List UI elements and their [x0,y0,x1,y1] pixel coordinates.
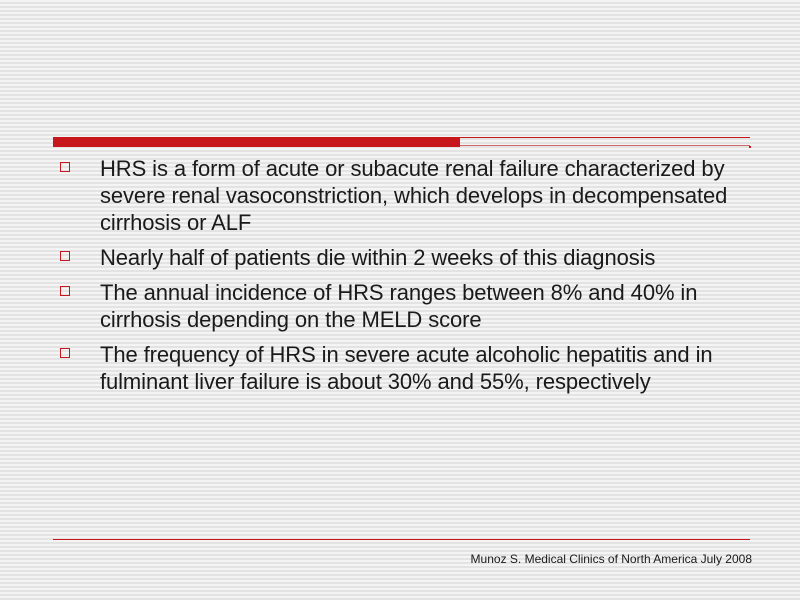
hollow-square-icon [60,348,70,358]
bullet-item [58,155,758,236]
bullet-list [58,155,758,403]
bullet-text: HRS is a form of acute or subacute renal failure characterized by severe renal vasoconstriction, which develops in decompensated cirrhosis or ALF [100,156,728,235]
title-divider-thick [53,137,460,147]
divider-end-mark [749,146,751,148]
hollow-square-icon [60,286,70,296]
bullet-text: The frequency of HRS in severe acute alcoholic hepatitis and in fulminant liver failure is about 30% and 55%, respectively [100,342,713,394]
bullet-item [58,279,758,333]
hollow-square-icon [60,162,70,172]
bullet-item [58,341,758,395]
citation: Munoz S. Medical Clinics of North America July 2008 [470,552,752,566]
bullet-text: Nearly half of patients die within 2 weeks of this diagnosis [100,245,656,270]
bullet-text: The annual incidence of HRS ranges between 8% and 40% in cirrhosis depending on the MELD score [100,280,698,332]
title-divider-thin-lower [460,145,750,146]
title-divider-thin [460,137,750,138]
bullet-item [58,244,758,271]
hollow-square-icon [60,251,70,261]
footer-divider [53,539,750,540]
